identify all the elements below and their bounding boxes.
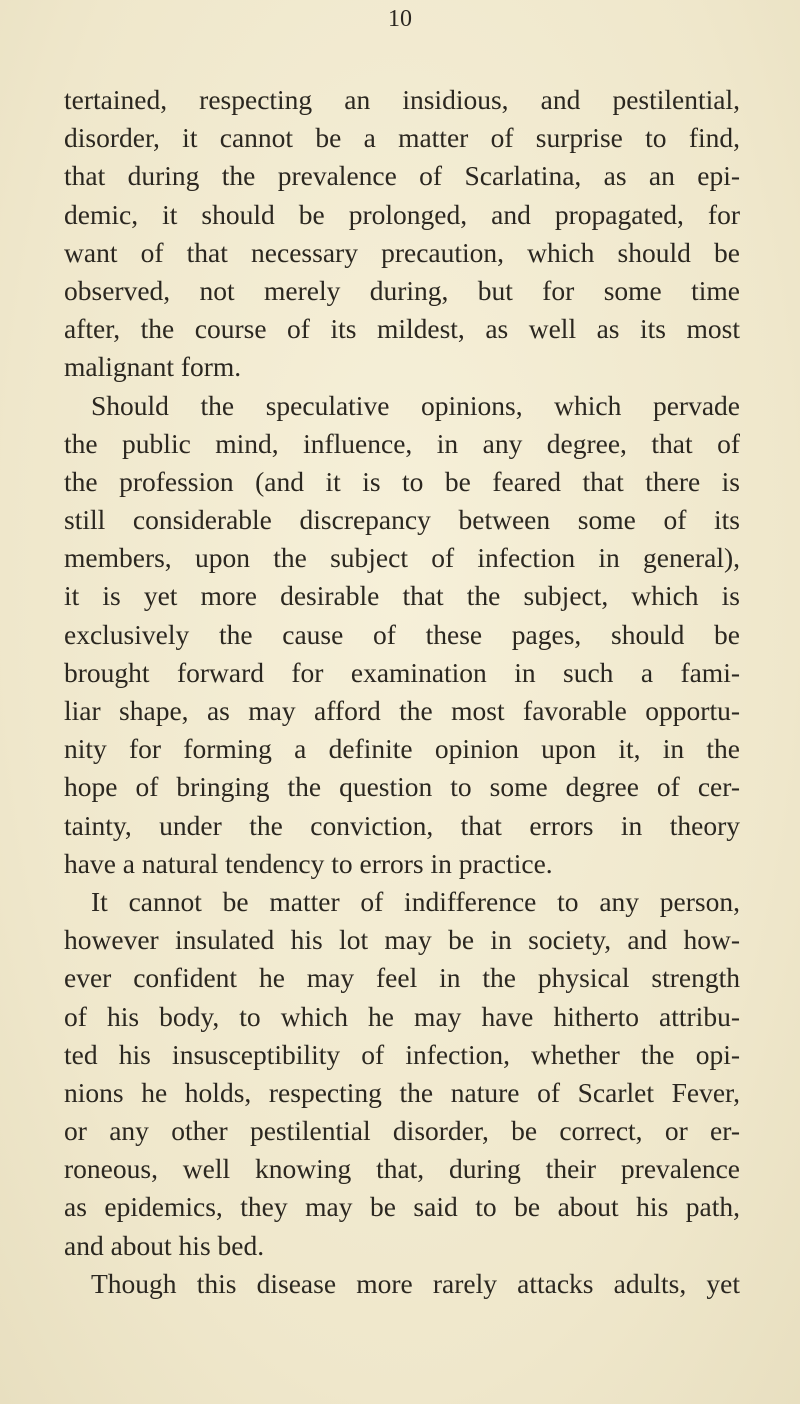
text-line: nity for forming a definite opinion upon it, in the	[64, 733, 740, 765]
text-line: and about his bed.	[64, 1229, 265, 1261]
page-number: 10	[388, 6, 412, 32]
text-line: after, the course of its mildest, as well as its most	[64, 313, 740, 345]
text-line: malignant form.	[64, 351, 242, 383]
text-line: observed, not merely during, but for some time	[64, 274, 740, 306]
text-line: exclusively the cause of these pages, should be	[64, 618, 740, 650]
text-line: have a natural tendency to errors in practice.	[64, 847, 553, 879]
text-line: ever confident he may feel in the physical strength	[64, 962, 740, 994]
text-line: liar shape, as may afford the most favorable opportu-	[64, 695, 740, 726]
text-line: hope of bringing the question to some degree of cer-	[64, 771, 740, 803]
text-line: It cannot be matter of indifference to any person,	[91, 885, 740, 917]
text-line: the public mind, influence, in any degree, that of	[64, 427, 740, 459]
text-line: ted his insusceptibility of infection, whether the opi-	[64, 1038, 740, 1070]
text-line: that during the prevalence of Scarlatina, as an epi-	[64, 160, 740, 192]
text-line: it is yet more desirable that the subject, which is	[64, 580, 740, 612]
text-line: Though this disease more rarely attacks adults, yet	[91, 1267, 740, 1299]
text-line: nions he holds, respecting the nature of Scarlet Fever,	[64, 1076, 740, 1108]
text-line: roneous, well knowing that, during their prevalence	[64, 1153, 740, 1185]
body-text	[64, 81, 740, 1303]
text-line: or any other pestilential disorder, be correct, or er-	[64, 1115, 740, 1147]
text-line: disorder, it cannot be a matter of surprise to find,	[64, 122, 740, 154]
text-line: as epidemics, they may be said to be about his path,	[64, 1191, 740, 1223]
text-line: the profession (and it is to be feared that there is	[64, 465, 740, 497]
text-line: members, upon the subject of infection in general),	[64, 542, 740, 574]
text-line: brought forward for examination in such a fami-	[64, 656, 740, 688]
text-line: however insulated his lot may be in society, and how-	[64, 924, 740, 956]
text-line: tertained, respecting an insidious, and pestilential,	[64, 84, 740, 115]
text-line: of his body, to which he may have hitherto attribu-	[64, 1000, 740, 1032]
text-line: Should the speculative opinions, which pervade	[91, 389, 740, 421]
text-line: tainty, under the conviction, that errors in theory	[64, 809, 740, 841]
text-line: demic, it should be prolonged, and propagated, for	[64, 198, 740, 230]
text-line: want of that necessary precaution, which should be	[64, 236, 740, 268]
text-line: still considerable discrepancy between some of its	[64, 504, 740, 536]
